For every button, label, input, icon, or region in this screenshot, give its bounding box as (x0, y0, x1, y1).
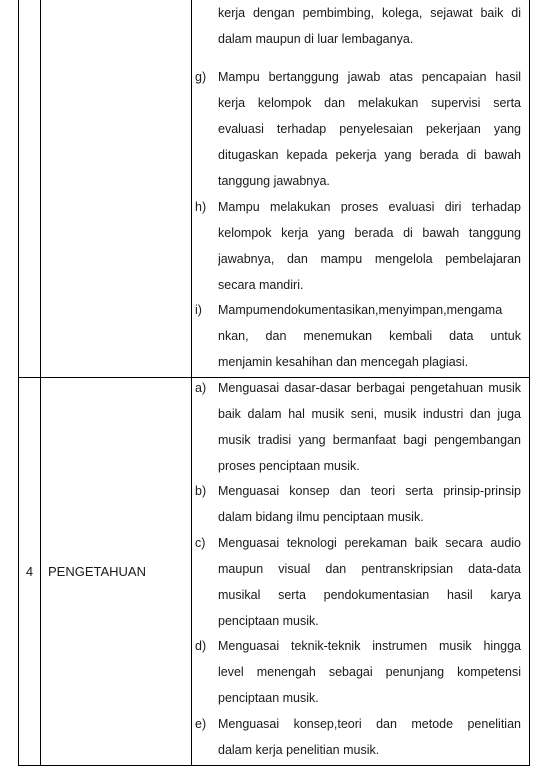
item-line: baik dalam hal musik seni, musik industri dan juga (218, 407, 521, 421)
row-title (48, 0, 188, 377)
row-title: PENGETAHUAN (48, 564, 146, 579)
item-line: dalam bidang ilmu penciptaan musik. (218, 510, 424, 524)
item-marker: i) (195, 303, 202, 317)
item-line: evaluasi terhadap penyelesaian pekerjaan yang (218, 122, 521, 136)
item-marker: c) (195, 536, 206, 550)
item-line: penciptaan musik. (218, 614, 319, 628)
item-line: nkan, dan menemukan kembali data untuk (218, 329, 521, 343)
item-marker: h) (195, 200, 207, 214)
item-line: Menguasai konsep,teori dan metode penelitian (218, 717, 521, 731)
item-line: Menguasai konsep dan teori serta prinsip-prinsip (218, 484, 521, 498)
table-row (19, 377, 529, 765)
item-line: musik tradisi yang bermanfaat bagi pengembangan (218, 433, 521, 447)
column-divider (191, 378, 192, 765)
row-number: 4 (25, 564, 34, 579)
table-row (19, 0, 529, 377)
item-line: tanggung jawabnya. (218, 174, 330, 188)
item-line: musikal serta pendokumentasian hasil karya (218, 588, 521, 602)
row-number (19, 0, 40, 377)
item-line: level menengah sebagai penunjang kompetensi (218, 665, 521, 679)
item-line: Menguasai teknik-teknik instrumen musik hingga (218, 639, 521, 653)
column-divider (40, 378, 41, 765)
item-line: Mampu melakukan proses evaluasi diri terhadap (218, 200, 521, 214)
item-line: kerja kelompok dan melakukan supervisi serta (218, 96, 521, 110)
item-line: secara mandiri. (218, 278, 304, 292)
item-line: menjamin kesahihan dan mencegah plagiasi. (218, 355, 469, 369)
column-divider (191, 0, 192, 377)
item-marker: e) (195, 717, 207, 731)
item-line: Mampu bertanggung jawab atas pencapaian hasil (218, 70, 521, 84)
item-line: Mampumendokumentasikan,menyimpan,mengama (218, 303, 503, 317)
item-marker: g) (195, 70, 207, 84)
column-divider (40, 0, 41, 377)
item-line: Menguasai teknologi perekaman baik secara audio (218, 536, 521, 550)
item-line: maupun visual dan pentranskripsian data-data (218, 562, 521, 576)
item-marker: a) (195, 381, 207, 395)
item-marker: b) (195, 484, 207, 498)
item-line: dalam maupun di luar lembaganya. (218, 32, 414, 46)
item-marker: d) (195, 639, 207, 653)
item-line: proses penciptaan musik. (218, 459, 360, 473)
item-line: Menguasai dasar-dasar berbagai pengetahuan musik (218, 381, 521, 395)
item-line: ditugaskan kepada pekerja yang berada di bawah (218, 148, 521, 162)
item-line: kelompok kerja yang berada di bawah tanggung (218, 226, 521, 240)
item-line: penciptaan musik. (218, 691, 319, 705)
item-line: kerja dengan pembimbing, kolega, sejawat baik di (218, 6, 521, 20)
item-line: jawabnya, dan mampu mengelola pembelajaran (218, 252, 521, 266)
item-line: dalam kerja penelitian musik. (218, 743, 380, 757)
competency-table (18, 0, 530, 766)
